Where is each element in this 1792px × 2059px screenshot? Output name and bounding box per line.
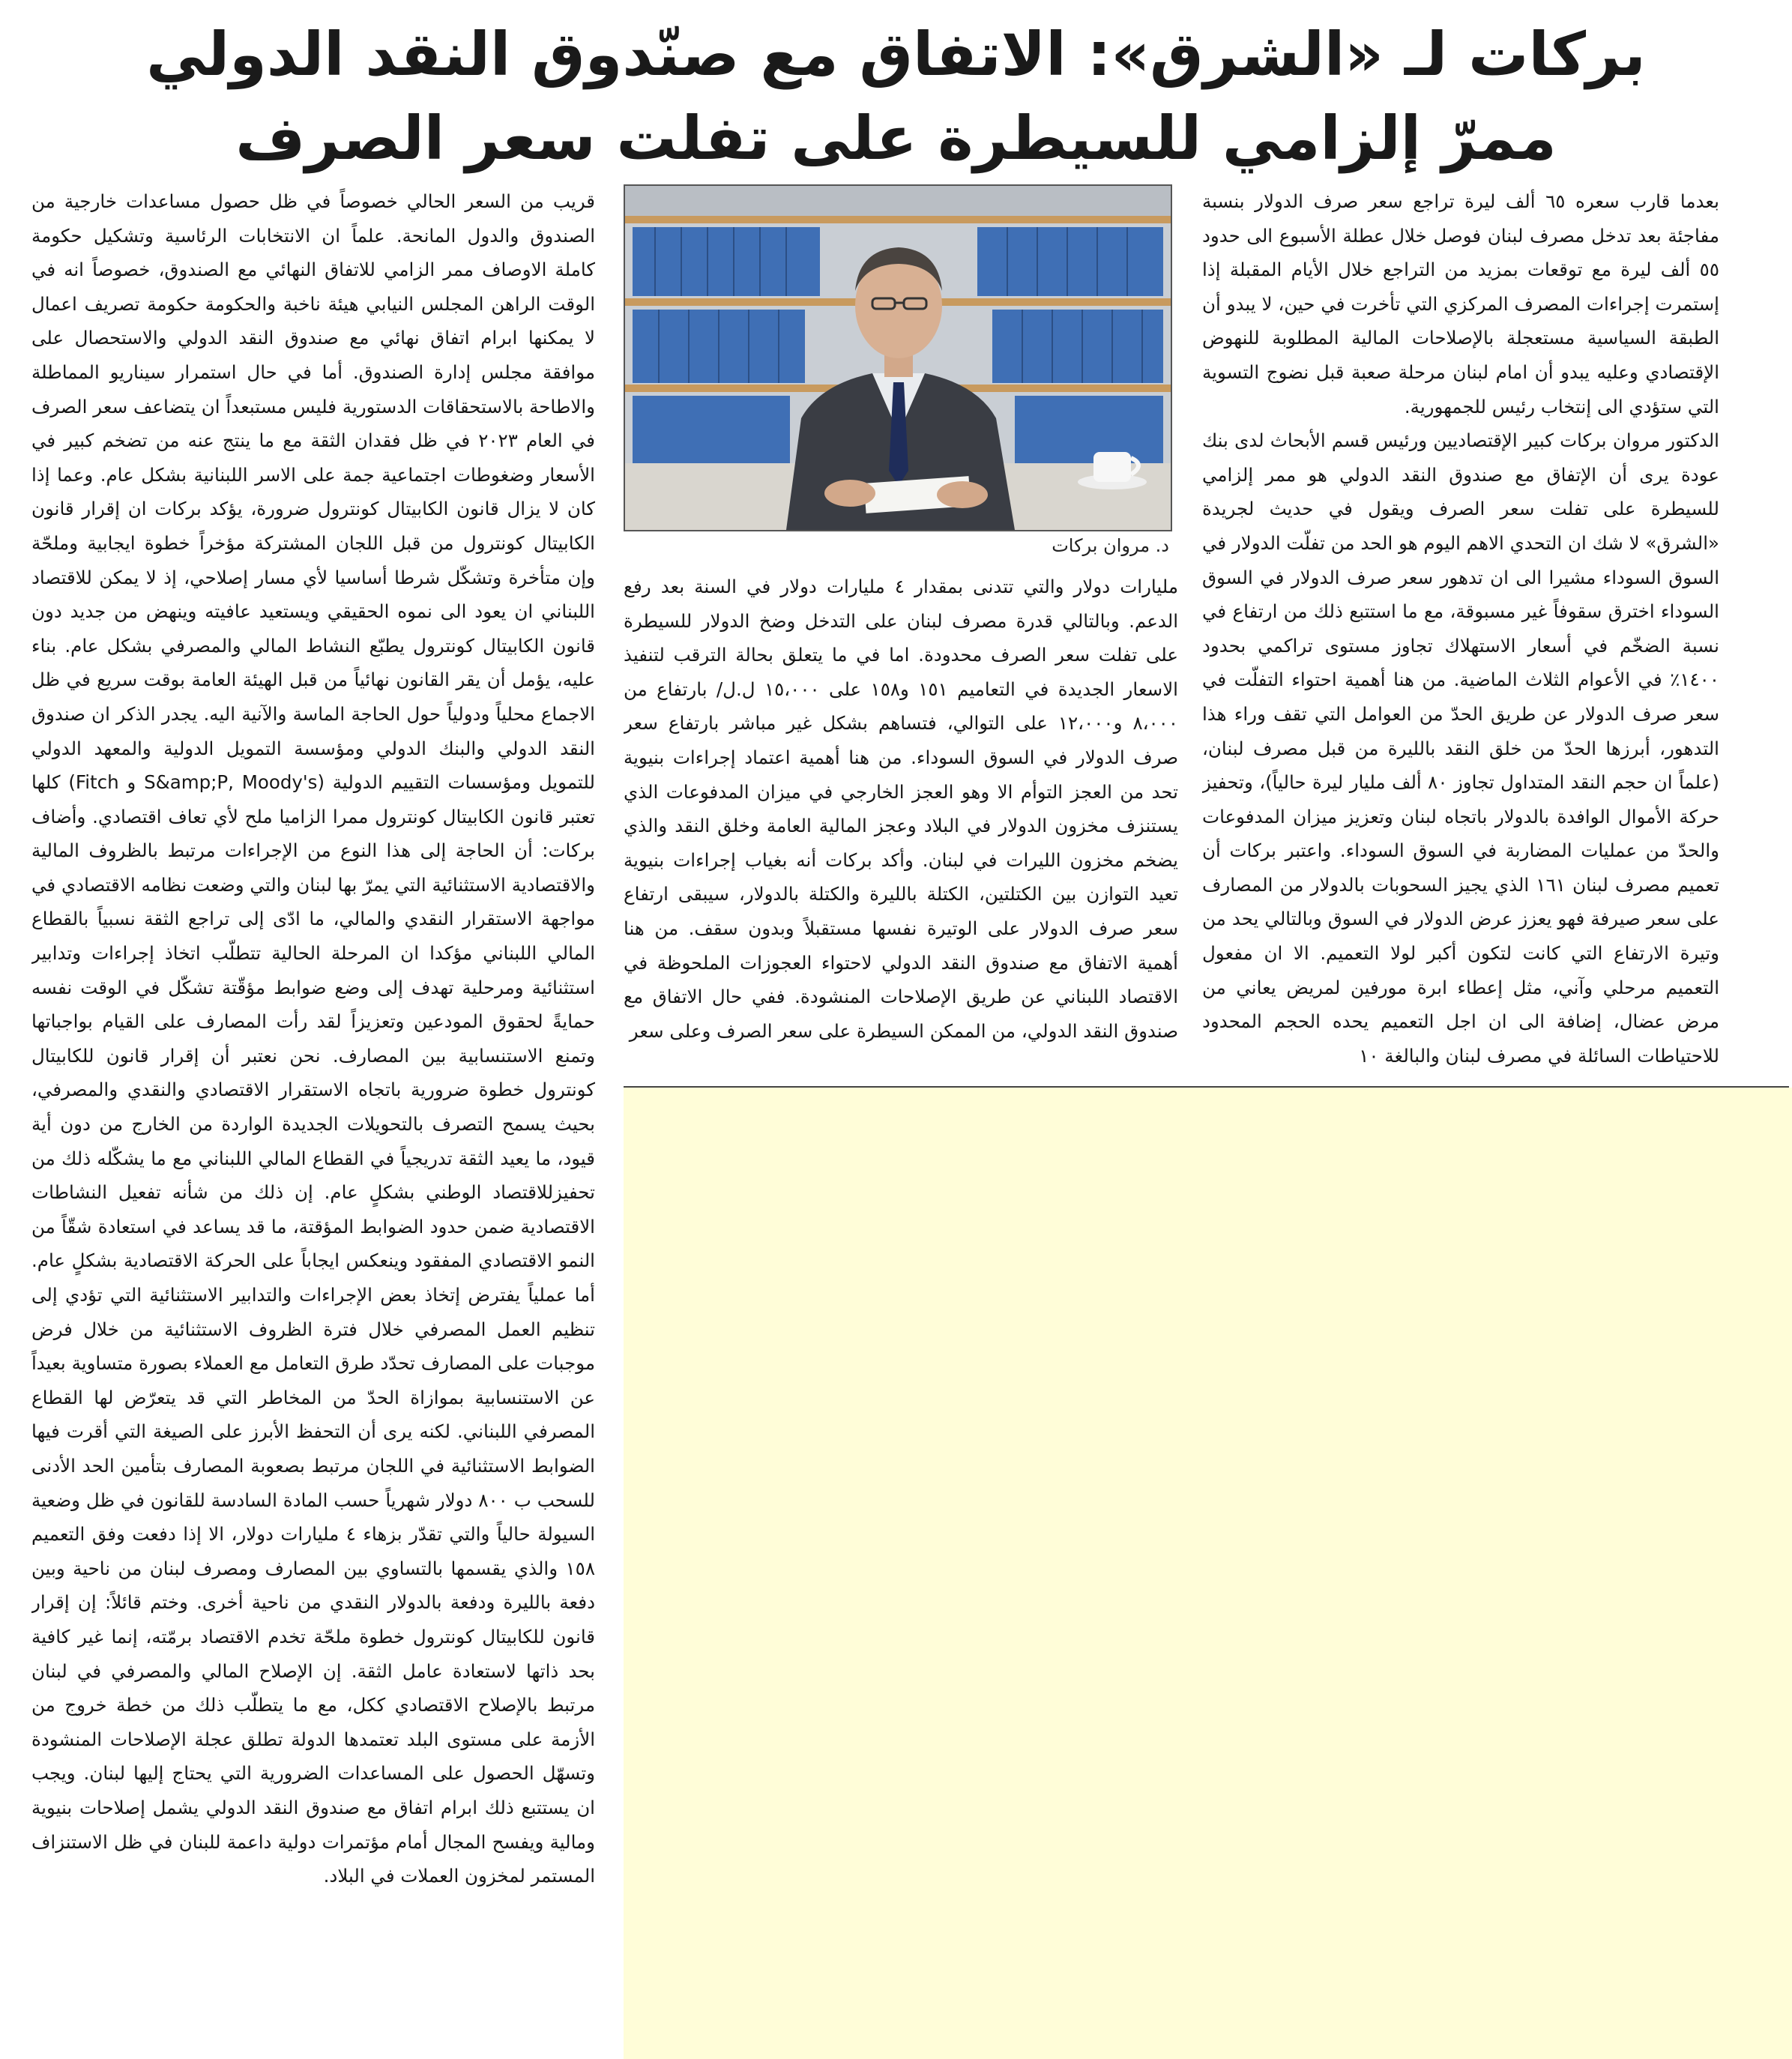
headline-line-1: بركات لـ «الشرق»: الاتفاق مع صنّدوق النقد الدولي bbox=[146, 19, 1646, 89]
article-column-left bbox=[31, 184, 595, 2051]
headline-line-2: ممرّ إلزامي للسيطرة على تفلت سعر الصرف bbox=[235, 103, 1557, 173]
article-column-right bbox=[1202, 184, 1719, 1076]
empty-yellow-panel bbox=[624, 1088, 1792, 2059]
paragraph-right-2: الدكتور مروان بركات كبير الإقتصاديين ورئيس قسم الأبحاث لدى بنك عودة يرى أن الإتفاق مع صندوق النقد الدولي هو ممر إلزامي للسيطرة على تفلت سعر الصرف ويقول في حديث لجريدة «الشرق» لا شك ان التحدي الاهم اليوم هو الحد من تفلّت الدولار في السوق السوداء مشيرا الى ان تدهور سعر صرف الدولار في السوق السوداء اخترق سقوفاً غير مسبوقة، مع ما استتبع ذلك من ارتفاع في نسبة الضخّم في أسعار الاستهلاك تجاوز مستوى تراكمي بحدود ١٤٠٠٪ في الأعوام الثلاث الماضية. من هنا أهمية احتواء التفلّت في سعر صرف الدولار عن طريق الحدّ من العوامل التي تقف وراء هذا التدهور، أبرزها الحدّ من خلق النقد بالليرة من قبل مصرف لبنان، (علماً ان حجم النقد المتداول تجاوز ٨٠ ألف مليار ليرة حالياً)، وتحفيز حركة الأموال الوافدة بالدولار باتجاه لبنان وتعزيز ميزان المدفوعات والحدّ من عمليات المضاربة في السوق السوداء. واعتبر بركات أن تعميم مصرف لبنان ١٦١ الذي يجيز السحوبات بالدولار من المصارف على سعر صيرفة فهو يعزز عرض الدولار في السوق وبالتالي يحد من وتيرة الارتفاع التي كانت لتكون أكبر لولا التعميم. الا ان مفعول التعميم مرحلي وآني، مثل إعطاء ابرة مورفين لمريض يعاني من مرض عضال، إضافة الى ان اجل التعميم يحده الحجم المحدود للاحتياطات السائلة في مصرف لبنان والبالغة ١٠ bbox=[1202, 429, 1719, 1067]
photo-caption: د. مروان بركات bbox=[1052, 535, 1169, 556]
paragraph-left-1: قريب من السعر الحالي خصوصاً في ظل حصول مساعدات خارجية من الصندوق والدول المانحة. علماً ان الانتخابات الرئاسية وتشكيل حكومة كاملة الاوصاف ممر الزامي للاتفاق النهائي مع الصندوق، خصوصاً انه في الوقت الراهن المجلس النيابي هيئة ناخبة والحكومة حكومة تصريف اعمال لا يمكنها ابرام اتفاق نهائي مع صندوق النقد الدولي والاستحصال على موافقة مجلس إدارة الصندوق. أما في حال استمرار سيناريو المماطلة والاطاحة بالاستحقاقات الدستورية فليس مستبعداً ان يتضاعف سعر الصرف في العام ٢٠٢٣ في ظل فقدان الثقة مع ما ينتج عنه من تضخم كبير في الأسعار وضغوطات اجتماعية جمة على الاسر اللبنانية بشكل عام. وعما إذا كان لا يزال قانون الكابيتال كونترول ضرورة، يؤكد بركات ان إقرار قانون الكابيتال كونترول من قبل اللجان المشتركة مؤخراً خطوة ايجابية وملحّة وإن متأخرة وتشكّل شرطا أساسيا لأي مسار إصلاحي، إذ لا يمكن للاقتصاد اللبناني ان يعود الى نموه الحقيقي ويستعيد عافيته وينهض من جديد دون قانون الكابيتال كونترول يطبّع النشاط المالي والمصرفي بشكل عام. بناء عليه، يؤمل أن يقر القانون نهائياً من قبل الهيئة العامة بوقت سريع في ظل الاجماع محلياً ودولياً حول الحاجة الماسة والآنية اليه. يجدر الذكر ان صندوق النقد الدولي والبنك الدولي ومؤسسة التمويل الدولية والمعهد الدولي للتمويل ومؤسسات التقييم الدولية (S&amp;P, Moody's و Fitch) كلها تعتبر قانون الكابيتال كونترول ممرا الزاميا ملح لأي تعاف اقتصادي. وأضاف بركات: أن الحاجة إلى هذا النوع من الإجراءات مرتبط بالظروف المالية والاقتصادية الاستثنائية التي يمرّ بها لبنان والتي وضعت نظامه الاقتصادي في مواجهة الاستقرار النقدي والمالي، ما ادّى إلى تراجع الثقة نسبياً بالقطاع المالي اللبناني مؤكدا ان المرحلة الحالية تتطلّب اتخاذ إجراءات وتدابير استثنائية ومرحلية تهدف إلى وضع ضوابط مؤقّتة تشكّل في الوقت نفسه حمايةً لحقوق المودعين وتعزيزاً لقد رأت المصارف على القيام بواجباتها وتمنع الاستنسابية بين المصارف. نحن نعتبر أن إقرار قانون للكابيتال كونترول خطوة ضرورية باتجاه الاستقرار الاقتصادي والنقدي والمصرفي، بحيث يسمح التصرف بالتحويلات الجديدة الواردة من الخارج من دون أية قيود، ما يعيد الثقة تدريجياً في القطاع المالي اللبناني مع ما يشكّله ذلك من تحفيزللاقتصاد الوطني بشكلٍ عام. إن ذلك من شأنه تفعيل النشاطات الاقتصادية ضمن حدود الضوابط المؤقتة، ما قد يساعد في استعادة شقّاً من النمو الاقتصادي المفقود وينعكس ايجاباً على الحركة الاقتصادية بشكلٍ عام. أما عملياً يفترض إتخاذ بعض الإجراءات والتدابير الاستثنائية التي تؤدي إلى تنظيم العمل المصرفي خلال فترة الظروف الاستثنائية من خلال فرض موجبات على المصارف تحدّد طرق التعامل مع العملاء بصورة متساوية بعيداً عن الاستنسابية بموازاة الحدّ من المخاطر التي قد يتعرّض لها القطاع المصرفي اللبناني. لكنه يرى أن التحفظ الأبرز على الصيغة التي أقرت فيها الضوابط الاستثنائية في اللجان مرتبط بصعوبة المصارف بتأمين الحد الأدنى للسحب ب ٨٠٠ دولار شهرياً حسب المادة السادسة للقانون في ظل وضعية السيولة حالياً والتي تقدّر بزهاء ٤ مليارات دولار، الا إذا دفعت وفق التعميم ١٥٨ والذي يقسمها بالتساوي بين المصارف ومصرف لبنان من ناحية وبين دفعة بالليرة ودفعة بالدولار النقدي من ناحية أخرى. وختم قائلاً: إن إقرار قانون للكابيتال كونترول خطوة ملحّة تخدم الاقتصاد برمّته، إنما غير كافية بحد ذاتها لاستعادة عامل الثقة. إن الإصلاح المالي والمصرفي في لبنان مرتبط بالإصلاح الاقتصادي ككل، مع ما يتطلّب ذلك من خطة خروج من الأزمة على مستوى البلد تعتمدها الدولة تطلق عجلة الإصلاحات المنشودة وتسهّل الحصول على المساعدات الضرورية التي يحتاج إليها لبنان. ويجب ان يستتبع ذلك ابرام اتفاق مع صندوق النقد الدولي يشمل إصلاحات بنيوية ومالية ويفسح المجال أمام مؤتمرات دولية داعمة للبنان في ظل الاستنزاف المستمر لمخزون العملات في البلاد. bbox=[31, 190, 595, 1887]
portrait-photo bbox=[624, 184, 1172, 531]
paragraph-right-1: بعدما قارب سعره ٦٥ ألف ليرة تراجع سعر صرف الدولار بنسبة مفاجئة بعد تدخل مصرف لبنان فوصل خلال عطلة الأسبوع الى حدود ٥٥ ألف ليرة مع توقعات بمزيد من التراجع خلال الأيام المقبلة إذا إستمرت إجراءات المصرف المركزي التي تأخرت في حين، لا يبدو أن الطبقة السياسية مستعجلة بالإصلاحات المالية المطلوبة للنهوض الإقتصادي وعليه يبدو أن امام لبنان مرحلة صعبة قبل نضوج التسوية التي ستؤدي الى إنتخاب رئيس للجمهورية. bbox=[1202, 190, 1719, 417]
paragraph-middle-1: مليارات دولار والتي تتدنى بمقدار ٤ مليارات دولار في السنة بعد رفع الدعم. وبالتالي قدرة مصرف لبنان على التدخل وضخ الدولار للسيطرة على تفلت سعر الصرف محدودة. اما في ما يتعلق بحالة الترقب لتنفيذ الاسعار الجديدة في التعاميم ١٥١ و١٥٨ على ١٥،٠٠٠ ل.ل/ بارتفاع من ٨،٠٠٠ و١٢،٠٠٠ على التوالي، فتساهم بشكل غير مباشر بارتفاع سعر صرف الدولار في السوق السوداء. من هنا أهمية اعتماد إجراءات بنيوية تحد من العجز التوأم الا وهو العجز الخارجي في ميزان المدفوعات الذي يستنزف مخزون الدولار في البلاد وعجز المالية العامة وخلق النقد والذي يضخم مخزون الليرات في لبنان. وأكد بركات أنه بغياب إجراءات بنيوية تعيد التوازن بين الكتلتين، الكتلة بالليرة والكتلة بالدولار، سيبقى ارتفاع سعر صرف الدولار على الوتيرة نفسها مستقبلاً وبدون سقف. من هنا أهمية الاتفاق مع صندوق النقد الدولي لاحتواء العجوزات الملحوظة في الاقتصاد اللبناني عن طريق الإصلاحات المنشودة. ففي حال الاتفاق مع صندوق النقد الدولي، من الممكن السيطرة على سعر الصرف وعلى سعر bbox=[624, 576, 1178, 1042]
article-column-middle bbox=[624, 570, 1178, 1091]
